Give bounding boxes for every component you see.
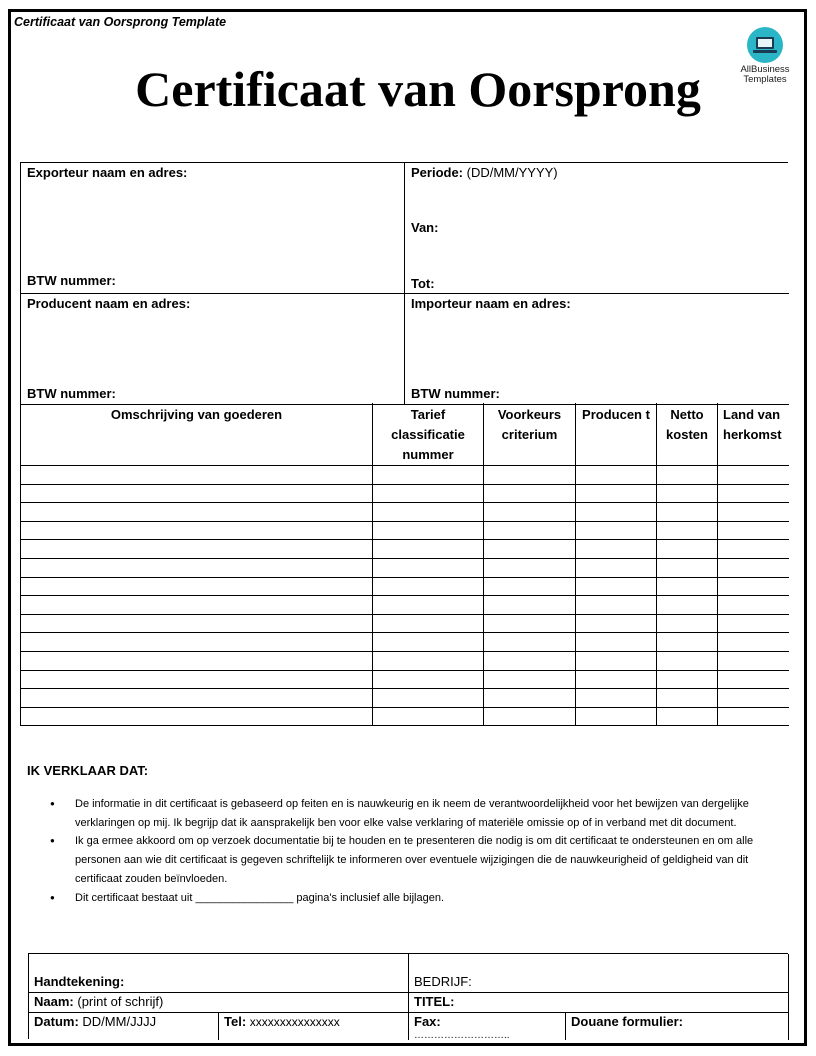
goods-cell[interactable] (484, 689, 576, 708)
tel-label: Tel: (224, 1014, 247, 1029)
goods-cell[interactable] (718, 670, 789, 689)
goods-row (21, 707, 789, 726)
exporter-label: Exporteur naam en adres: (27, 165, 188, 180)
goods-cell[interactable] (576, 689, 657, 708)
goods-cell[interactable] (21, 540, 373, 559)
exporter-vat-label: BTW nummer: (27, 273, 116, 288)
template-label: Certificaat van Oorsprong Template (14, 15, 227, 29)
goods-cell[interactable] (373, 466, 484, 485)
name-cell[interactable] (29, 993, 409, 1013)
goods-cell[interactable] (373, 484, 484, 503)
goods-cell[interactable] (373, 558, 484, 577)
goods-cell[interactable] (484, 577, 576, 596)
goods-cell[interactable] (373, 651, 484, 670)
producer-label: Producent naam en adres: (27, 296, 191, 311)
declaration-item: ● De informatie in dit certificaat is gebaseerd op feiten en is nauwkeurig en ik neem de verantwoordelijkheid voor het bewijzen van dergelijke verklaringen op mij. Ik begrijp dat ik aansprakelijk ben voor elke valse verklaring of materiële omissie op of in verband met dit document. (50, 795, 780, 832)
goods-cell[interactable] (657, 596, 718, 615)
customs-label: Douane formulier: (571, 1014, 683, 1029)
goods-cell[interactable] (657, 670, 718, 689)
goods-cell[interactable] (576, 503, 657, 522)
goods-cell[interactable] (718, 466, 789, 485)
goods-row (21, 577, 789, 596)
importer-vat-label: BTW nummer: (411, 386, 500, 401)
col-producer: Producen t (576, 403, 657, 466)
goods-row (21, 521, 789, 540)
goods-cell[interactable] (21, 651, 373, 670)
period-label: Periode: (411, 165, 464, 180)
fax-label: Fax: (414, 1014, 441, 1029)
goods-cell[interactable] (21, 633, 373, 652)
goods-row (21, 484, 789, 503)
goods-cell[interactable] (576, 614, 657, 633)
goods-cell[interactable] (576, 651, 657, 670)
goods-cell[interactable] (484, 670, 576, 689)
producer-vat-label: BTW nummer: (27, 386, 116, 401)
period-row (411, 165, 558, 180)
goods-row (21, 596, 789, 615)
goods-row (21, 689, 789, 708)
importer-cell[interactable] (405, 294, 789, 405)
title-cell[interactable] (409, 993, 789, 1013)
goods-cell[interactable] (718, 651, 789, 670)
tel-cell[interactable] (219, 1013, 409, 1040)
goods-cell[interactable] (373, 707, 484, 726)
goods-row (21, 670, 789, 689)
fax-cell[interactable] (409, 1013, 566, 1040)
fax-value: ……………………….. (414, 1030, 510, 1041)
goods-cell[interactable] (576, 670, 657, 689)
col-tariff: Tarief classificatie nummer (373, 403, 484, 466)
goods-cell[interactable] (657, 707, 718, 726)
goods-cell[interactable] (484, 633, 576, 652)
goods-cell[interactable] (21, 521, 373, 540)
goods-cell[interactable] (21, 689, 373, 708)
goods-cell[interactable] (718, 521, 789, 540)
col-origin: Land van herkomst (718, 403, 789, 466)
goods-cell[interactable] (21, 707, 373, 726)
goods-cell[interactable] (718, 503, 789, 522)
goods-cell[interactable] (657, 558, 718, 577)
goods-cell[interactable] (484, 651, 576, 670)
logo-text-line2: Templates (743, 74, 787, 85)
goods-cell[interactable] (657, 521, 718, 540)
goods-cell[interactable] (718, 614, 789, 633)
goods-cell[interactable] (484, 558, 576, 577)
exporter-cell[interactable] (21, 163, 405, 294)
goods-cell[interactable] (21, 614, 373, 633)
goods-cell[interactable] (21, 484, 373, 503)
signature-label: Handtekening: (34, 974, 125, 989)
goods-cell[interactable] (657, 651, 718, 670)
period-to-label: Tot: (411, 276, 435, 291)
title-label: TITEL: (414, 994, 455, 1009)
goods-cell[interactable] (373, 503, 484, 522)
goods-cell[interactable] (657, 540, 718, 559)
goods-cell[interactable] (373, 689, 484, 708)
signature-cell[interactable] (29, 954, 409, 993)
col-preference: Voorkeurs criterium (484, 403, 576, 466)
goods-cell[interactable] (576, 707, 657, 726)
goods-row (21, 558, 789, 577)
goods-row (21, 633, 789, 652)
goods-cell[interactable] (484, 503, 576, 522)
goods-row (21, 466, 789, 485)
goods-cell[interactable] (657, 577, 718, 596)
goods-cell[interactable] (21, 577, 373, 596)
page-title: Certificaat van Oorsprong (135, 61, 701, 117)
goods-cell[interactable] (576, 577, 657, 596)
name-hint: (print of schrijf) (77, 994, 164, 1009)
goods-cell[interactable] (657, 614, 718, 633)
name-label: Naam: (34, 994, 74, 1009)
date-value: DD/MM/JJJJ (82, 1014, 157, 1029)
goods-cell[interactable] (484, 707, 576, 726)
goods-cell[interactable] (718, 689, 789, 708)
goods-cell[interactable] (718, 596, 789, 615)
period-format: (DD/MM/YYYY) (466, 165, 558, 180)
importer-label: Importeur naam en adres: (411, 296, 571, 311)
goods-cell[interactable] (576, 484, 657, 503)
goods-cell[interactable] (21, 670, 373, 689)
goods-cell[interactable] (21, 596, 373, 615)
goods-cell[interactable] (373, 577, 484, 596)
goods-cell[interactable] (576, 596, 657, 615)
goods-cell[interactable] (484, 614, 576, 633)
goods-cell[interactable] (657, 689, 718, 708)
col-net-cost: Netto kosten (657, 403, 718, 466)
goods-cell[interactable] (718, 540, 789, 559)
goods-cell[interactable] (657, 633, 718, 652)
tel-row (224, 1014, 340, 1029)
goods-cell[interactable] (576, 540, 657, 559)
declaration-item: ● Dit certificaat bestaat uit ________________ pagina's inclusief alle bijlagen. (50, 889, 780, 908)
goods-cell[interactable] (576, 466, 657, 485)
goods-cell[interactable] (484, 540, 576, 559)
goods-cell[interactable] (576, 633, 657, 652)
goods-row (21, 540, 789, 559)
goods-header-row (21, 403, 789, 466)
goods-cell[interactable] (373, 596, 484, 615)
declaration-item: ● Ik ga ermee akkoord om op verzoek documentatie bij te houden en te presenteren die nodig is om dit certificaat te ondersteunen en om alle personen aan wie dit certificaat is gegeven schriftelijk te informeren over eventuele wijzigingen die de nauwkeurigheid of geldigheid van dit certificaat zouden beïnvloeden. (50, 832, 780, 888)
goods-cell[interactable] (657, 503, 718, 522)
goods-row (21, 503, 789, 522)
period-cell[interactable] (405, 163, 789, 294)
producer-cell[interactable] (21, 294, 405, 405)
goods-table (20, 403, 789, 726)
goods-cell[interactable] (484, 521, 576, 540)
name-row (34, 994, 163, 1009)
goods-cell[interactable] (718, 633, 789, 652)
goods-cell[interactable] (21, 558, 373, 577)
goods-cell[interactable] (484, 596, 576, 615)
goods-cell[interactable] (484, 466, 576, 485)
goods-cell[interactable] (373, 521, 484, 540)
goods-cell[interactable] (373, 540, 484, 559)
goods-cell[interactable] (373, 670, 484, 689)
goods-cell[interactable] (576, 521, 657, 540)
goods-cell[interactable] (718, 558, 789, 577)
laptop-icon (747, 27, 783, 63)
goods-cell[interactable] (657, 466, 718, 485)
date-cell[interactable] (29, 1013, 219, 1040)
goods-cell[interactable] (718, 484, 789, 503)
date-label: Datum: (34, 1014, 79, 1029)
tel-value: xxxxxxxxxxxxxxx (249, 1015, 340, 1029)
goods-cell[interactable] (373, 633, 484, 652)
col-description: Omschrijving van goederen (21, 403, 373, 466)
period-from-label: Van: (411, 220, 439, 235)
company-cell[interactable] (409, 954, 789, 993)
goods-cell[interactable] (718, 577, 789, 596)
goods-cell[interactable] (576, 558, 657, 577)
declaration-title: IK VERKLAAR DAT: (27, 763, 149, 778)
goods-cell[interactable] (21, 503, 373, 522)
goods-cell[interactable] (484, 484, 576, 503)
logo-text-line1: AllBusiness (740, 64, 790, 75)
party-info-table (20, 162, 788, 404)
goods-cell[interactable] (21, 466, 373, 485)
declaration-list (50, 795, 780, 907)
signature-table (28, 953, 788, 1039)
goods-cell[interactable] (718, 707, 789, 726)
goods-cell[interactable] (373, 614, 484, 633)
goods-row (21, 614, 789, 633)
goods-row (21, 651, 789, 670)
goods-cell[interactable] (657, 484, 718, 503)
company-label: BEDRIJF: (414, 974, 472, 989)
customs-cell[interactable] (566, 1013, 789, 1040)
date-row (34, 1014, 156, 1029)
